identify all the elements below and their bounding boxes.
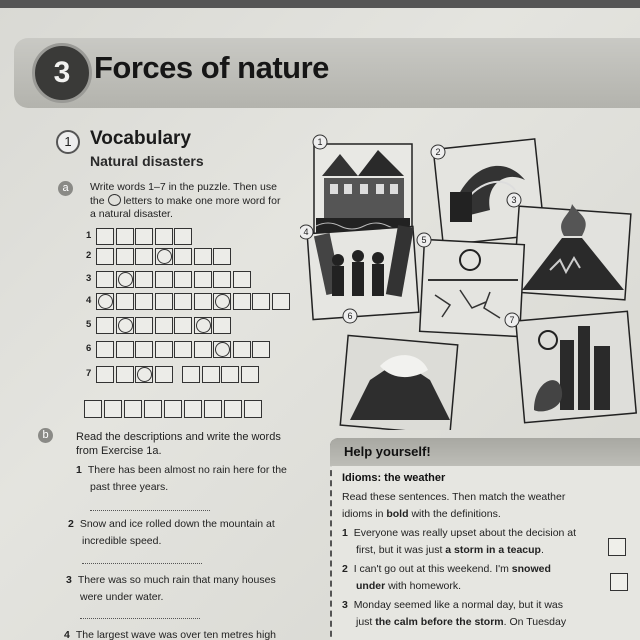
final-word-cell[interactable] [224, 400, 242, 418]
page-edge [0, 0, 640, 8]
section-number: 1 [56, 130, 80, 154]
puzzle-cell[interactable] [202, 366, 220, 383]
puzzle-cell[interactable] [174, 248, 192, 265]
puzzle-cell[interactable] [116, 293, 134, 310]
puzzle-cell[interactable] [116, 366, 134, 383]
idiom-text: just [356, 616, 376, 628]
illustration-number: 6 [347, 311, 353, 321]
circle-letter-icon [108, 194, 121, 206]
puzzle-cell[interactable] [135, 341, 153, 358]
section-title: Vocabulary [90, 128, 192, 149]
final-word-cell[interactable] [104, 400, 122, 418]
puzzle-cell[interactable] [116, 317, 134, 334]
puzzle-cell[interactable] [221, 366, 239, 383]
illustration-flood-building [314, 144, 412, 240]
puzzle-cell[interactable] [252, 293, 270, 310]
idiom-bold: a storm in a teacup [445, 544, 541, 556]
question-text: were under water. [80, 591, 164, 603]
puzzle-row-number: 5 [86, 319, 92, 330]
illustrations [300, 130, 640, 430]
help-intro-line [342, 506, 565, 523]
highlight-circle [215, 294, 230, 309]
puzzle-cell[interactable] [116, 228, 134, 245]
puzzle-cell[interactable] [96, 271, 114, 288]
puzzle-cell[interactable] [174, 271, 192, 288]
idiom-text: with homework. [385, 580, 462, 592]
question-text: incredible speed. [82, 535, 162, 547]
exercise-b-instruction [76, 430, 281, 458]
help-text: with the definitions. [408, 508, 501, 520]
puzzle-cell[interactable] [252, 341, 270, 358]
final-word-cell[interactable] [124, 400, 142, 418]
puzzle-cell[interactable] [155, 248, 173, 265]
instruction-line: from Exercise 1a. [76, 445, 162, 457]
instruction-line: Read the descriptions and write the words [76, 431, 281, 443]
highlight-circle [118, 272, 133, 287]
puzzle-cell[interactable] [194, 317, 212, 334]
puzzle-cell[interactable] [116, 248, 134, 265]
puzzle-cell[interactable] [96, 293, 114, 310]
puzzle-cell[interactable] [233, 271, 251, 288]
puzzle-cell[interactable] [213, 248, 231, 265]
help-text: idioms in [342, 508, 387, 520]
puzzle-cell[interactable] [135, 248, 153, 265]
help-bold: bold [386, 508, 409, 520]
idiom-bold: snowed [511, 563, 551, 575]
puzzle-cell[interactable] [96, 248, 114, 265]
question-2 [68, 516, 275, 550]
final-word-cell[interactable] [244, 400, 262, 418]
puzzle-cell[interactable] [96, 228, 114, 245]
question-text: past three years. [90, 481, 169, 493]
question-1 [76, 462, 287, 496]
puzzle-cell[interactable] [155, 366, 173, 383]
instruction-line: Write words 1–7 in the puzzle. Then use [90, 181, 277, 193]
puzzle-cell[interactable] [155, 341, 173, 358]
answer-checkbox-2[interactable] [610, 573, 628, 591]
puzzle-cell[interactable] [241, 366, 259, 383]
question-3 [66, 572, 276, 606]
illustration-number: 5 [421, 235, 427, 245]
puzzle-cell[interactable] [135, 228, 153, 245]
puzzle-cell[interactable] [135, 366, 153, 383]
exercise-a-instruction [90, 181, 280, 221]
help-title: Help yourself! [344, 444, 431, 459]
idiom-number: 2 [342, 563, 348, 575]
puzzle-cell[interactable] [96, 341, 114, 358]
puzzle-cell[interactable] [155, 293, 173, 310]
puzzle-cell[interactable] [155, 271, 173, 288]
puzzle-cell[interactable] [213, 341, 231, 358]
idiom-item-2 [342, 561, 551, 595]
puzzle-cell[interactable] [233, 293, 251, 310]
puzzle-cell[interactable] [96, 366, 114, 383]
idiom-bold: the calm before the storm [375, 616, 504, 628]
puzzle-cell[interactable] [155, 317, 173, 334]
illustration-number: 7 [509, 315, 515, 325]
puzzle-cell[interactable] [135, 317, 153, 334]
unit-title: Forces of nature [94, 50, 329, 85]
idiom-text: I can't go out at this weekend. I'm [353, 563, 512, 575]
question-number: 4 [64, 629, 70, 640]
idiom-text: Everyone was really upset about the decision at [353, 527, 577, 539]
illustration-hurricane-city [516, 311, 636, 422]
unit-number: 3 [32, 43, 92, 103]
question-4 [64, 627, 276, 640]
illustration-avalanche [340, 335, 457, 430]
highlight-circle [196, 318, 211, 333]
help-intro-line: Read these sentences. Then match the weather [342, 491, 566, 503]
highlight-circle [137, 367, 152, 382]
answer-line-2[interactable] [82, 563, 202, 564]
help-intro [342, 489, 565, 523]
illustration-number: 2 [435, 147, 441, 157]
puzzle-cell[interactable] [116, 271, 134, 288]
puzzle-cell[interactable] [135, 271, 153, 288]
instruction-text: the [90, 195, 105, 207]
question-text: There has been almost no rain here for the [87, 464, 287, 476]
highlight-circle [118, 318, 133, 333]
question-text: There was so much rain that many houses [77, 574, 276, 586]
puzzle-row-number: 2 [86, 250, 92, 261]
final-word-cell[interactable] [164, 400, 182, 418]
puzzle-cell[interactable] [182, 366, 200, 383]
puzzle-cell[interactable] [194, 248, 212, 265]
illustration-number: 4 [303, 227, 309, 237]
puzzle-cell[interactable] [116, 341, 134, 358]
idiom-number: 1 [342, 527, 348, 539]
puzzle-row-number: 1 [86, 230, 92, 241]
puzzle-cell[interactable] [174, 293, 192, 310]
answer-line-1[interactable] [90, 510, 210, 511]
puzzle-cell[interactable] [96, 317, 114, 334]
highlight-circle [157, 249, 172, 264]
puzzle-cell[interactable] [194, 293, 212, 310]
puzzle-cell[interactable] [194, 271, 212, 288]
idiom-text: . On Tuesday [503, 616, 567, 628]
idiom-item-3 [342, 597, 566, 631]
puzzle-cell[interactable] [174, 228, 192, 245]
illustration-number: 1 [317, 137, 323, 147]
question-number: 2 [68, 518, 74, 530]
exercise-b-label: b [38, 428, 53, 443]
puzzle-cell[interactable] [233, 341, 251, 358]
puzzle-cell[interactable] [194, 341, 212, 358]
puzzle-cell[interactable] [213, 317, 231, 334]
instruction-line [90, 194, 280, 208]
puzzle-cell[interactable] [135, 293, 153, 310]
answer-checkbox-1[interactable] [608, 538, 626, 556]
puzzle-row-number: 6 [86, 343, 92, 354]
final-word-cell[interactable] [204, 400, 222, 418]
puzzle-cell[interactable] [213, 293, 231, 310]
puzzle-cell[interactable] [272, 293, 290, 310]
puzzle-cell[interactable] [213, 271, 231, 288]
puzzle-cell[interactable] [155, 228, 173, 245]
puzzle-cell[interactable] [174, 317, 192, 334]
final-word-cell[interactable] [144, 400, 162, 418]
section-subtitle: Natural disasters [90, 153, 204, 169]
idiom-bold: under [356, 580, 386, 592]
question-text: Snow and ice rolled down the mountain at [79, 518, 275, 530]
answer-line-3[interactable] [80, 618, 200, 619]
question-text: The largest wave was over ten metres high [75, 629, 277, 640]
instruction-line: a natural disaster. [90, 208, 173, 220]
question-number: 1 [76, 464, 82, 476]
highlight-circle [98, 294, 113, 309]
idiom-text: first, but it was just [356, 544, 446, 556]
highlight-circle [215, 342, 230, 357]
instruction-text: letters to make one more word for [123, 195, 281, 207]
illustration-number: 3 [511, 195, 517, 205]
puzzle-row-number: 3 [86, 273, 92, 284]
final-word-cell[interactable] [184, 400, 202, 418]
help-subtitle: Idioms: the weather [342, 472, 446, 484]
final-word-cell[interactable] [84, 400, 102, 418]
idiom-item-1 [342, 525, 576, 559]
illustration-volcano [513, 204, 631, 300]
idiom-text: Monday seemed like a normal day, but it was [353, 599, 564, 611]
question-number: 3 [66, 574, 72, 586]
puzzle-cell[interactable] [174, 341, 192, 358]
idiom-number: 3 [342, 599, 348, 611]
puzzle-row-number: 7 [86, 368, 92, 379]
idiom-text: . [540, 544, 544, 556]
puzzle-row-number: 4 [86, 295, 92, 306]
illustration-earthquake-crowd [307, 225, 419, 319]
exercise-a-label: a [58, 181, 73, 196]
